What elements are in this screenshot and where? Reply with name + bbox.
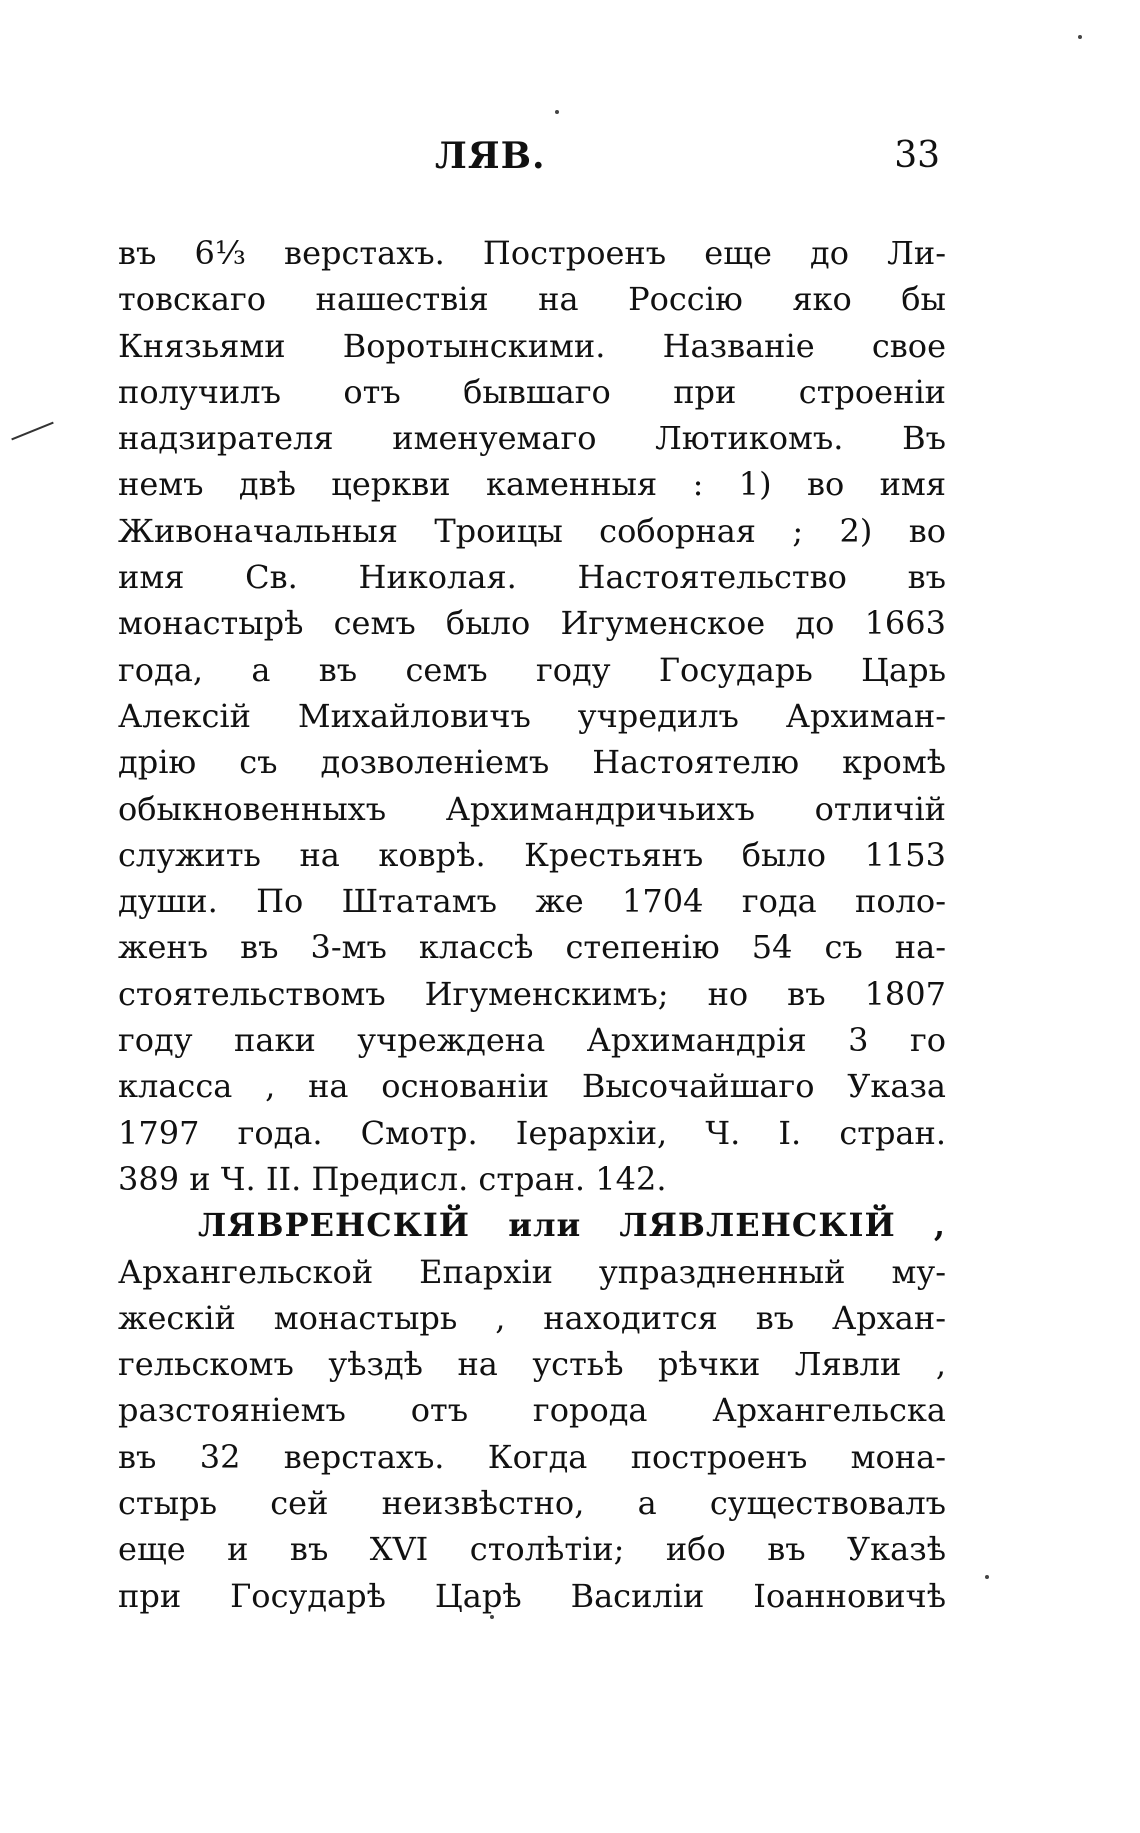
page-header	[120, 135, 940, 195]
text-line: служить на коврѣ. Крестьянъ было 1153	[118, 835, 946, 874]
text-line: женъ въ 3-мъ классѣ степенію 54 съ на-	[118, 928, 946, 967]
entry-title: ЛЯВРЕНСКІЙ или ЛЯВЛЕНСКІЙ ,	[198, 1206, 946, 1245]
text-line: души. По Штатамъ же 1704 года поло-	[118, 882, 946, 921]
page-number: 33	[894, 135, 940, 176]
text-line: 1797 года. Смотр. Іерархіи, Ч. І. стран.	[118, 1113, 946, 1152]
text-line: монастырѣ семъ было Игуменское до 1663	[118, 604, 946, 643]
text-line: года, а въ семъ году Государь Царь	[118, 650, 946, 689]
text-line: Архангельской Епархіи упраздненный му-	[118, 1252, 946, 1291]
text-line: получилъ отъ бывшаго при строеніи	[118, 372, 946, 411]
text-line: жескій монастырь , находится въ Архан-	[118, 1298, 946, 1337]
text-line: обыкновенныхъ Архимандричьихъ отличій	[118, 789, 946, 828]
text-line: Алексій Михайловичъ учредилъ Архиман-	[118, 696, 946, 735]
text-line: Князьями Воротынскими. Названіе свое	[118, 326, 946, 365]
scan-speck	[490, 1615, 494, 1619]
margin-pencil-mark	[11, 422, 53, 441]
scan-speck	[985, 1575, 989, 1579]
running-head: ЛЯВ.	[435, 135, 546, 177]
text-line: гельскомъ уѣздѣ на устьѣ рѣчки Лявли ,	[118, 1345, 946, 1384]
text-line: при Государѣ Царѣ Василіи Іоанновичѣ	[118, 1576, 946, 1615]
text-line: еще и въ XVI столѣтіи; ибо въ Указѣ	[118, 1530, 946, 1569]
text-line: дрію съ дозволеніемъ Настоятелю кромѣ	[118, 743, 946, 782]
text-line: въ 6⅓ верстахъ. Построенъ еще до Ли-	[118, 234, 946, 272]
text-line: стырь сей неизвѣстно, а существовалъ	[118, 1484, 946, 1523]
text-line: 389 и Ч. ІІ. Предисл. стран. 142.	[118, 1159, 667, 1198]
text-line: разстояніемъ отъ города Архангельска	[118, 1391, 946, 1430]
text-line: Живоначальныя Троицы соборная ; 2) во	[118, 511, 946, 550]
text-line: товскаго нашествія на Россію яко бы	[118, 280, 946, 319]
text-line: немъ двѣ церкви каменныя : 1) во имя	[118, 465, 946, 504]
text-line: имя Св. Николая. Настоятельство въ	[118, 558, 946, 597]
text-line: въ 32 верстахъ. Когда построенъ мона-	[118, 1437, 946, 1476]
text-line: надзирателя именуемаго Лютикомъ. Въ	[118, 419, 946, 458]
text-line: стоятельствомъ Игуменскимъ; но въ 1807	[118, 974, 946, 1013]
body-text	[118, 230, 946, 1619]
text-line: году паки учреждена Архимандрія 3 го	[118, 1021, 946, 1060]
text-line: класса , на основаніи Высочайшаго Указа	[118, 1067, 946, 1106]
scan-speck	[1078, 35, 1082, 39]
scan-speck	[555, 110, 559, 114]
